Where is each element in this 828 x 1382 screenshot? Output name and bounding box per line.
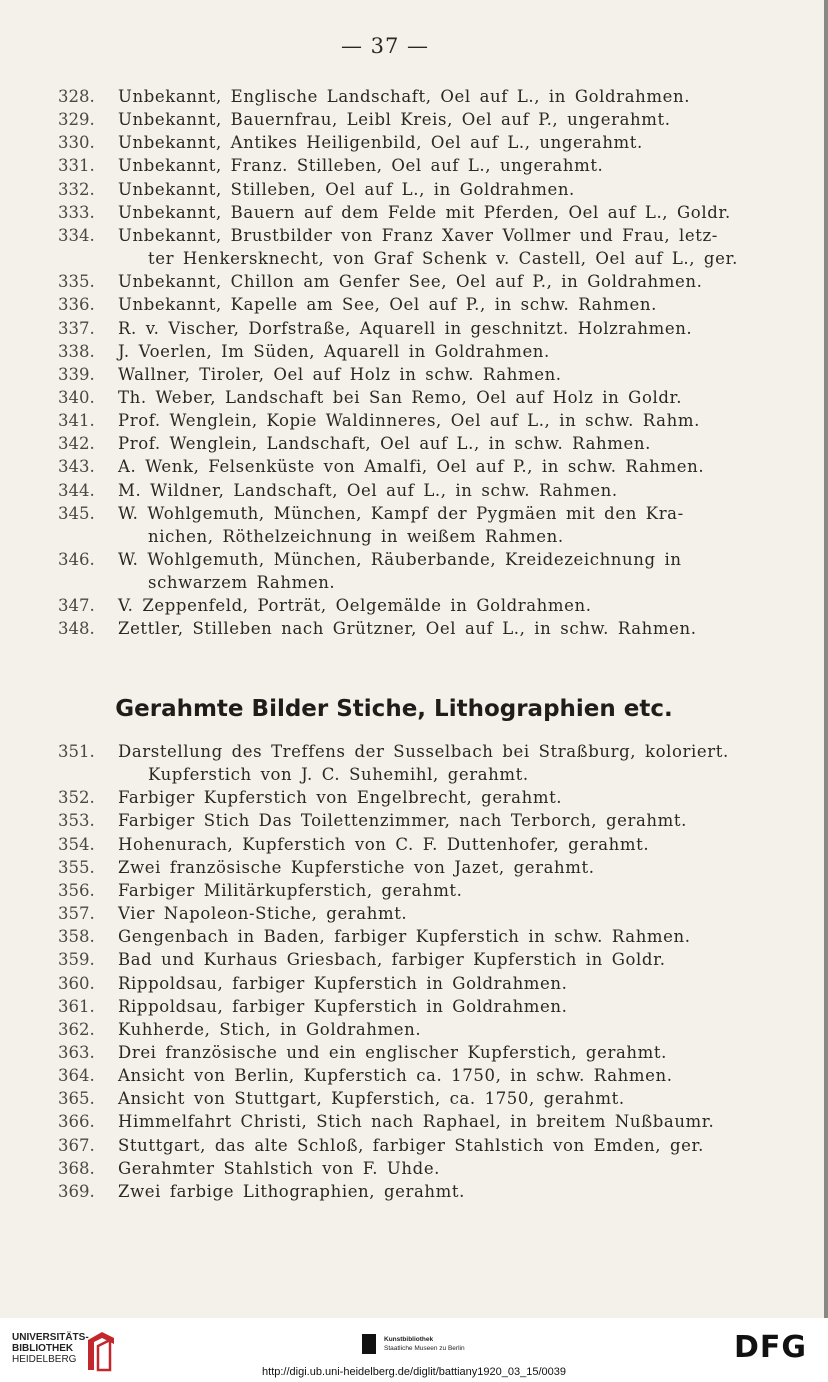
entry-text: Rippoldsau, farbiger Kupferstich in Goldrahmen. [118, 996, 568, 1016]
entry-text: Kuhherde, Stich, in Goldrahmen. [118, 1019, 422, 1039]
entry-text: Ansicht von Stuttgart, Kupferstich, ca. 1750, gerahmt. [118, 1089, 625, 1109]
entry-number: 361. [58, 996, 95, 1016]
kunstbibliothek-logo-icon [362, 1334, 376, 1354]
entry-number: 367. [58, 1135, 95, 1155]
section-heading: Gerahmte Bilder Stiche, Lithographien etc. [115, 696, 673, 722]
entry-number: 334. [58, 225, 95, 245]
page-edge [824, 0, 828, 1318]
entry-continuation: schwarzem Rahmen. [148, 573, 336, 592]
entry-text: Gerahmter Stahlstich von F. Uhde. [118, 1158, 441, 1178]
source-url-link[interactable]: http://digi.ub.uni-heidelberg.de/diglit/battiany1920_03_15/0039 [262, 1366, 566, 1378]
entry-number: 368. [58, 1158, 95, 1178]
entry-text: Prof. Wenglein, Landschaft, Oel auf L., in schw. Rahmen. [118, 434, 651, 454]
entry-number: 358. [58, 927, 95, 947]
entry-number: 328. [58, 87, 95, 106]
uni-logo-line3: HEIDELBERG [12, 1354, 77, 1365]
entry-number: 357. [58, 904, 95, 924]
entry-number: 369. [58, 1181, 95, 1201]
entry-text: Hohenurach, Kupferstich von C. F. Duttenhofer, gerahmt. [118, 834, 650, 854]
entry-text: Rippoldsau, farbiger Kupferstich in Goldrahmen. [118, 973, 568, 993]
entry-number: 356. [58, 880, 95, 900]
entry-text: A. Wenk, Felsenküste von Amalfi, Oel auf P., in schw. Rahmen. [118, 457, 705, 477]
entry-number: 348. [58, 619, 95, 639]
entry-number: 335. [58, 272, 95, 292]
entry-text: Zwei farbige Lithographien, gerahmt. [118, 1181, 465, 1201]
entry-number: 329. [58, 110, 95, 130]
entry-text: Vier Napoleon-Stiche, gerahmt. [118, 904, 408, 924]
entry-text: Unbekannt, Bauernfrau, Leibl Kreis, Oel auf P., ungerahmt. [118, 110, 671, 130]
entry-text: R. v. Vischer, Dorfstraße, Aquarell in geschnitzt. Holzrahmen. [118, 318, 693, 338]
entry-text: Stuttgart, das alte Schloß, farbiger Stahlstich von Emden, ger. [118, 1135, 704, 1155]
entry-text: Wallner, Tiroler, Oel auf Holz in schw. Rahmen. [118, 364, 562, 384]
entry-text: Ansicht von Berlin, Kupferstich ca. 1750, in schw. Rahmen. [118, 1066, 673, 1086]
entry-text: Unbekannt, Chillon am Genfer See, Oel auf P., in Goldrahmen. [118, 272, 703, 292]
kb-line2: Staatliche Museen zu Berlin [384, 1345, 465, 1352]
entry-text: Unbekannt, Bauern auf dem Felde mit Pferden, Oel auf L., Goldr. [118, 202, 731, 222]
entry-text: J. Voerlen, Im Süden, Aquarell in Goldrahmen. [118, 341, 550, 361]
entry-number: 332. [58, 179, 95, 199]
entry-number: 342. [58, 434, 95, 454]
entry-number: 333. [58, 202, 95, 222]
kunstbibliothek-logo[interactable] [384, 1335, 465, 1353]
uni-logo-line1: UNIVERSITÄTS- [12, 1332, 89, 1343]
entry-text: Gengenbach in Baden, farbiger Kupferstich in schw. Rahmen. [118, 927, 691, 947]
entry-number: 330. [58, 133, 95, 153]
entry-text: Bad und Kurhaus Griesbach, farbiger Kupferstich in Goldr. [118, 950, 666, 970]
entry-number: 354. [58, 834, 95, 854]
entry-text: Unbekannt, Antikes Heiligenbild, Oel auf L., ungerahmt. [118, 133, 643, 153]
entry-text: Zwei französische Kupferstiche von Jazet, gerahmt. [118, 857, 595, 877]
entry-number: 345. [58, 503, 95, 523]
entry-number: 366. [58, 1112, 95, 1132]
entry-text: W. Wohlgemuth, München, Kampf der Pygmäen mit den Kra- [118, 503, 684, 523]
entry-continuation: Kupferstich von J. C. Suhemihl, gerahmt. [148, 765, 529, 784]
entry-number: 336. [58, 295, 95, 315]
entry-number: 353. [58, 811, 95, 831]
entry-text: Drei französische und ein englischer Kupferstich, gerahmt. [118, 1042, 667, 1062]
entry-text: Farbiger Kupferstich von Engelbrecht, gerahmt. [118, 788, 563, 808]
entry-number: 338. [58, 341, 95, 361]
entry-text: V. Zeppenfeld, Porträt, Oelgemälde in Goldrahmen. [118, 596, 592, 616]
entry-number: 352. [58, 788, 95, 808]
entry-number: 364. [58, 1066, 95, 1086]
entry-number: 343. [58, 457, 95, 477]
entry-number: 339. [58, 364, 95, 384]
entry-text: Darstellung des Treffens der Susselbach bei Straßburg, koloriert. [118, 742, 729, 761]
entry-text: Th. Weber, Landschaft bei San Remo, Oel auf Holz in Goldr. [118, 387, 683, 407]
entry-number: 363. [58, 1042, 95, 1062]
university-library-logo[interactable] [12, 1332, 89, 1365]
entry-number: 365. [58, 1089, 95, 1109]
entry-text: Zettler, Stilleben nach Grützner, Oel auf L., in schw. Rahmen. [118, 619, 697, 639]
entry-text: M. Wildner, Landschaft, Oel auf L., in schw. Rahmen. [118, 480, 618, 500]
entry-number: 351. [58, 742, 95, 761]
entry-text: Farbiger Stich Das Toilettenzimmer, nach Terborch, gerahmt. [118, 811, 687, 831]
footer [0, 1318, 828, 1382]
entry-number: 347. [58, 596, 95, 616]
entry-number: 346. [58, 550, 95, 569]
entry-text: Unbekannt, Englische Landschaft, Oel auf L., in Goldrahmen. [118, 87, 691, 106]
entry-number: 362. [58, 1019, 95, 1039]
kb-line1: Kunstbibliothek [384, 1336, 434, 1343]
page-number: — 37 — [340, 34, 430, 58]
entry-number: 341. [58, 411, 95, 431]
entry-text: Unbekannt, Franz. Stilleben, Oel auf L., ungerahmt. [118, 156, 604, 176]
entry-text: Unbekannt, Kapelle am See, Oel auf P., in schw. Rahmen. [118, 295, 657, 315]
entry-text: Unbekannt, Brustbilder von Franz Xaver Vollmer und Frau, letz- [118, 225, 718, 245]
entry-text: Unbekannt, Stilleben, Oel auf L., in Goldrahmen. [118, 179, 575, 199]
entry-text: W. Wohlgemuth, München, Räuberbande, Kreidezeichnung in [118, 550, 682, 569]
entry-text: Prof. Wenglein, Kopie Waldinneres, Oel auf L., in schw. Rahm. [118, 411, 700, 431]
entry-continuation: ter Henkersknecht, von Graf Schenk v. Castell, Oel auf L., ger. [148, 248, 738, 268]
dfg-logo[interactable]: DFG [734, 1330, 808, 1365]
entry-number: 360. [58, 973, 95, 993]
uni-logo-line2: BIBLIOTHEK [12, 1343, 74, 1354]
entry-text: Farbiger Militärkupferstich, gerahmt. [118, 880, 463, 900]
entry-number: 340. [58, 387, 95, 407]
entry-number: 331. [58, 156, 95, 176]
entry-number: 344. [58, 480, 95, 500]
entry-text: Himmelfahrt Christi, Stich nach Raphael, in breitem Nußbaumr. [118, 1112, 715, 1132]
entry-number: 359. [58, 950, 95, 970]
entry-continuation: nichen, Röthelzeichnung in weißem Rahmen. [148, 526, 564, 546]
entry-number: 337. [58, 318, 95, 338]
entry-number: 355. [58, 857, 95, 877]
